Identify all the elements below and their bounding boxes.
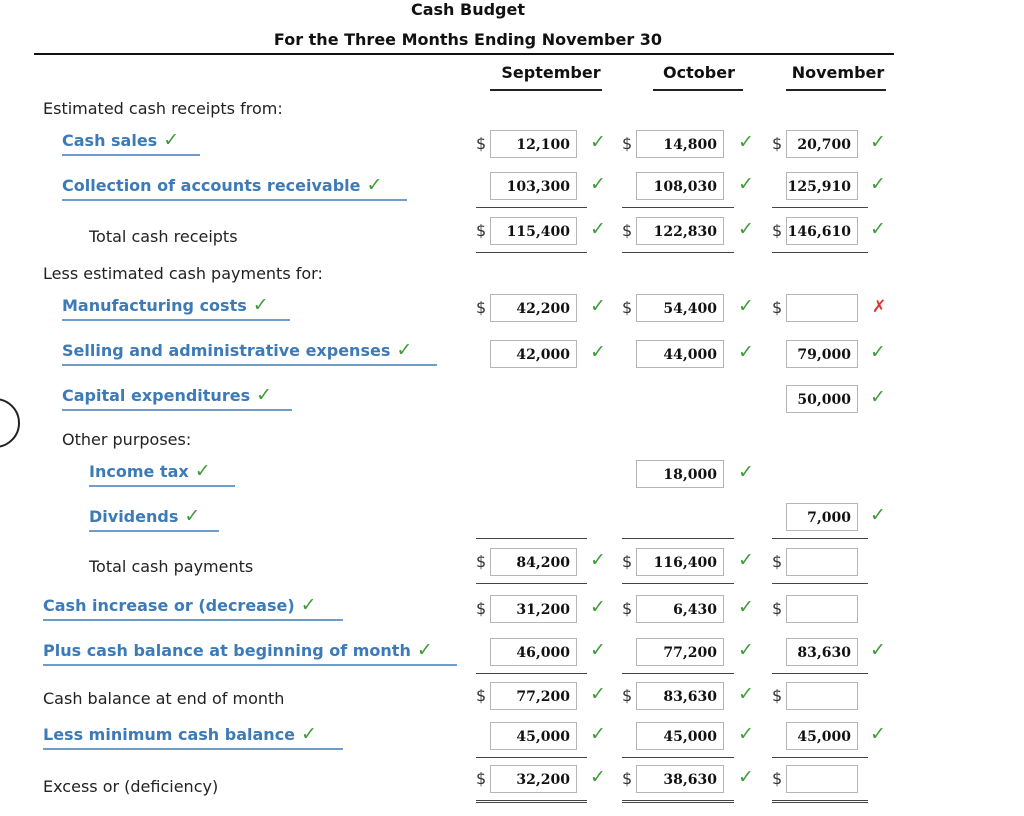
dollar-sign: $	[772, 221, 783, 240]
dollar-sign: $	[622, 686, 633, 705]
amount-input-selling-october[interactable]: 44,000	[636, 340, 724, 368]
checkmark-icon: ✓	[870, 341, 886, 363]
account-select-collection[interactable]	[62, 174, 407, 201]
checkmark-icon: ✓	[738, 295, 754, 317]
column-header-october: October	[663, 63, 735, 82]
checkmark-icon: ✓	[590, 218, 606, 240]
dollar-sign: $	[772, 686, 783, 705]
checkmark-icon: ✓	[738, 461, 754, 483]
amount-input-capital-november[interactable]: 50,000	[786, 385, 858, 413]
checkmark-icon: ✓	[738, 596, 754, 618]
checkmark-icon: ✓	[590, 596, 606, 618]
column-header-october-rule	[653, 89, 743, 91]
underline	[622, 207, 734, 208]
checkmark-icon: ✓	[870, 639, 886, 661]
account-label: Cash increase or (decrease)	[43, 596, 295, 615]
underline	[476, 583, 587, 584]
account-label: Capital expenditures	[62, 386, 251, 405]
amount-input-total-receipts-november[interactable]: 146,610	[786, 217, 858, 245]
underline	[622, 757, 734, 758]
total-receipts-label: Total cash receipts	[89, 227, 238, 246]
amount-input-cash-sales-september[interactable]: 12,100	[490, 130, 577, 158]
underline	[476, 538, 587, 539]
checkmark-icon: ✓	[738, 173, 754, 195]
amount-input-less-minimum-september[interactable]: 45,000	[490, 722, 577, 750]
checkmark-icon: ✓	[163, 129, 180, 151]
account-label: Collection of accounts receivable	[62, 176, 361, 195]
total-payments-label: Total cash payments	[89, 557, 254, 576]
account-label: Cash sales	[62, 131, 158, 150]
account-select-plus-beginning[interactable]	[43, 639, 457, 666]
amount-input-dividends-november[interactable]: 7,000	[786, 503, 858, 531]
checkmark-icon: ✓	[416, 639, 433, 661]
account-label: Dividends	[89, 507, 179, 526]
checkmark-icon: ✓	[870, 386, 886, 408]
amount-input-excess-october[interactable]: 38,630	[636, 765, 724, 793]
title-rule	[34, 53, 894, 55]
checkmark-icon: ✓	[396, 339, 413, 361]
amount-input-excess-september[interactable]: 32,200	[490, 765, 577, 793]
amount-input-total-receipts-september[interactable]: 115,400	[490, 217, 577, 245]
checkmark-icon: ✓	[252, 294, 269, 316]
checkmark-icon: ✓	[870, 131, 886, 153]
account-select-cash-increase[interactable]	[43, 594, 343, 621]
column-header-september: September	[501, 63, 601, 82]
dollar-sign: $	[476, 134, 487, 153]
checkmark-icon: ✓	[870, 723, 886, 745]
checkmark-icon: ✓	[738, 341, 754, 363]
amount-input-less-minimum-october[interactable]: 45,000	[636, 722, 724, 750]
underline	[476, 673, 587, 674]
radio-button[interactable]	[0, 398, 20, 448]
dollar-sign: $	[622, 599, 633, 618]
amount-input-collection-september[interactable]: 103,300	[490, 172, 577, 200]
checkmark-icon: ✓	[738, 549, 754, 571]
checkmark-icon: ✓	[590, 723, 606, 745]
amount-input-excess-november[interactable]	[786, 765, 858, 793]
dollar-sign: $	[622, 769, 633, 788]
checkmark-icon: ✓	[590, 683, 606, 705]
amount-input-cash-sales-november[interactable]: 20,700	[786, 130, 858, 158]
checkmark-icon: ✓	[590, 131, 606, 153]
checkmark-icon: ✓	[300, 594, 317, 616]
dollar-sign: $	[476, 552, 487, 571]
checkmark-icon: ✓	[738, 683, 754, 705]
amount-input-manufacturing-october[interactable]: 54,400	[636, 294, 724, 322]
dollar-sign: $	[476, 599, 487, 618]
double-underline	[476, 800, 587, 803]
dollar-sign: $	[772, 298, 783, 317]
amount-input-collection-october[interactable]: 108,030	[636, 172, 724, 200]
account-select-cash-sales[interactable]	[62, 129, 200, 156]
amount-input-end-balance-november[interactable]	[786, 682, 858, 710]
amount-input-less-minimum-november[interactable]: 45,000	[786, 722, 858, 750]
amount-input-cash-sales-october[interactable]: 14,800	[636, 130, 724, 158]
dollar-sign: $	[622, 221, 633, 240]
checkmark-icon: ✓	[256, 384, 273, 406]
amount-input-plus-beginning-november[interactable]: 83,630	[786, 638, 858, 666]
dollar-sign: $	[622, 552, 633, 571]
underline	[476, 757, 587, 758]
checkmark-icon: ✓	[738, 131, 754, 153]
amount-input-selling-november[interactable]: 79,000	[786, 340, 858, 368]
checkmark-icon: ✓	[870, 504, 886, 526]
account-select-manufacturing[interactable]	[62, 294, 290, 321]
dollar-sign: $	[476, 769, 487, 788]
underline	[772, 583, 868, 584]
underline	[772, 207, 868, 208]
amount-input-total-payments-november[interactable]	[786, 548, 858, 576]
account-select-selling[interactable]	[62, 339, 437, 366]
checkmark-icon: ✓	[738, 639, 754, 661]
account-label: Manufacturing costs	[62, 296, 247, 315]
amount-input-total-payments-september[interactable]: 84,200	[490, 548, 577, 576]
account-label: Selling and administrative expenses	[62, 341, 391, 360]
checkmark-icon: ✓	[590, 766, 606, 788]
account-select-income-tax[interactable]	[89, 460, 235, 487]
account-select-capital[interactable]	[62, 384, 292, 411]
checkmark-icon: ✓	[870, 173, 886, 195]
checkmark-icon: ✓	[184, 505, 201, 527]
underline	[772, 673, 868, 674]
underline	[476, 252, 587, 253]
page-subtitle: For the Three Months Ending November 30	[273, 30, 663, 49]
amount-input-manufacturing-september[interactable]: 42,200	[490, 294, 577, 322]
amount-input-income-tax-october[interactable]: 18,000	[636, 460, 724, 488]
dollar-sign: $	[476, 686, 487, 705]
underline	[772, 757, 868, 758]
cross-icon: ✗	[872, 297, 887, 317]
other-purposes-label: Other purposes:	[62, 430, 192, 449]
amount-input-total-payments-october[interactable]: 116,400	[636, 548, 724, 576]
dollar-sign: $	[622, 134, 633, 153]
amount-input-end-balance-september[interactable]: 77,200	[490, 682, 577, 710]
underline	[772, 538, 868, 539]
account-select-dividends[interactable]	[89, 505, 219, 532]
end-balance-label: Cash balance at end of month	[43, 689, 285, 708]
amount-input-collection-november[interactable]: 125,910	[786, 172, 858, 200]
checkmark-icon: ✓	[590, 173, 606, 195]
dollar-sign: $	[772, 769, 783, 788]
underline	[622, 538, 734, 539]
column-header-november: November	[791, 63, 885, 82]
amount-input-total-receipts-october[interactable]: 122,830	[636, 217, 724, 245]
amount-input-cash-increase-november[interactable]	[786, 595, 858, 623]
account-select-less-minimum[interactable]	[43, 723, 343, 750]
dollar-sign: $	[772, 552, 783, 571]
dollar-sign: $	[476, 298, 487, 317]
dollar-sign: $	[622, 298, 633, 317]
amount-input-cash-increase-september[interactable]: 31,200	[490, 595, 577, 623]
amount-input-plus-beginning-september[interactable]: 46,000	[490, 638, 577, 666]
account-label: Less minimum cash balance	[43, 725, 296, 744]
underline	[622, 673, 734, 674]
amount-input-cash-increase-october[interactable]: 6,430	[636, 595, 724, 623]
checkmark-icon: ✓	[194, 460, 211, 482]
underline	[622, 252, 734, 253]
double-underline	[622, 800, 734, 803]
dollar-sign: $	[476, 221, 487, 240]
dollar-sign: $	[772, 599, 783, 618]
checkmark-icon: ✓	[738, 766, 754, 788]
amount-input-end-balance-october[interactable]: 83,630	[636, 682, 724, 710]
account-label: Plus cash balance at beginning of month	[43, 641, 411, 660]
checkmark-icon: ✓	[590, 295, 606, 317]
column-header-september-rule	[490, 89, 602, 91]
checkmark-icon: ✓	[738, 723, 754, 745]
checkmark-icon: ✓	[366, 174, 383, 196]
checkmark-icon: ✓	[590, 341, 606, 363]
checkmark-icon: ✓	[738, 218, 754, 240]
column-header-november-rule	[786, 89, 886, 91]
amount-input-plus-beginning-october[interactable]: 77,200	[636, 638, 724, 666]
double-underline	[772, 800, 868, 803]
page-title: Cash Budget	[410, 0, 525, 19]
checkmark-icon: ✓	[590, 639, 606, 661]
checkmark-icon: ✓	[590, 549, 606, 571]
amount-input-manufacturing-november[interactable]	[786, 294, 858, 322]
underline	[622, 583, 734, 584]
receipts-from-label: Estimated cash receipts from:	[43, 99, 283, 118]
checkmark-icon: ✓	[301, 723, 317, 745]
checkmark-icon: ✓	[870, 218, 886, 240]
underline	[476, 207, 587, 208]
dollar-sign: $	[772, 134, 783, 153]
amount-input-selling-september[interactable]: 42,000	[490, 340, 577, 368]
payments-for-label: Less estimated cash payments for:	[43, 264, 323, 283]
account-label: Income tax	[89, 462, 189, 481]
underline	[772, 252, 868, 253]
excess-label: Excess or (deficiency)	[43, 777, 219, 796]
